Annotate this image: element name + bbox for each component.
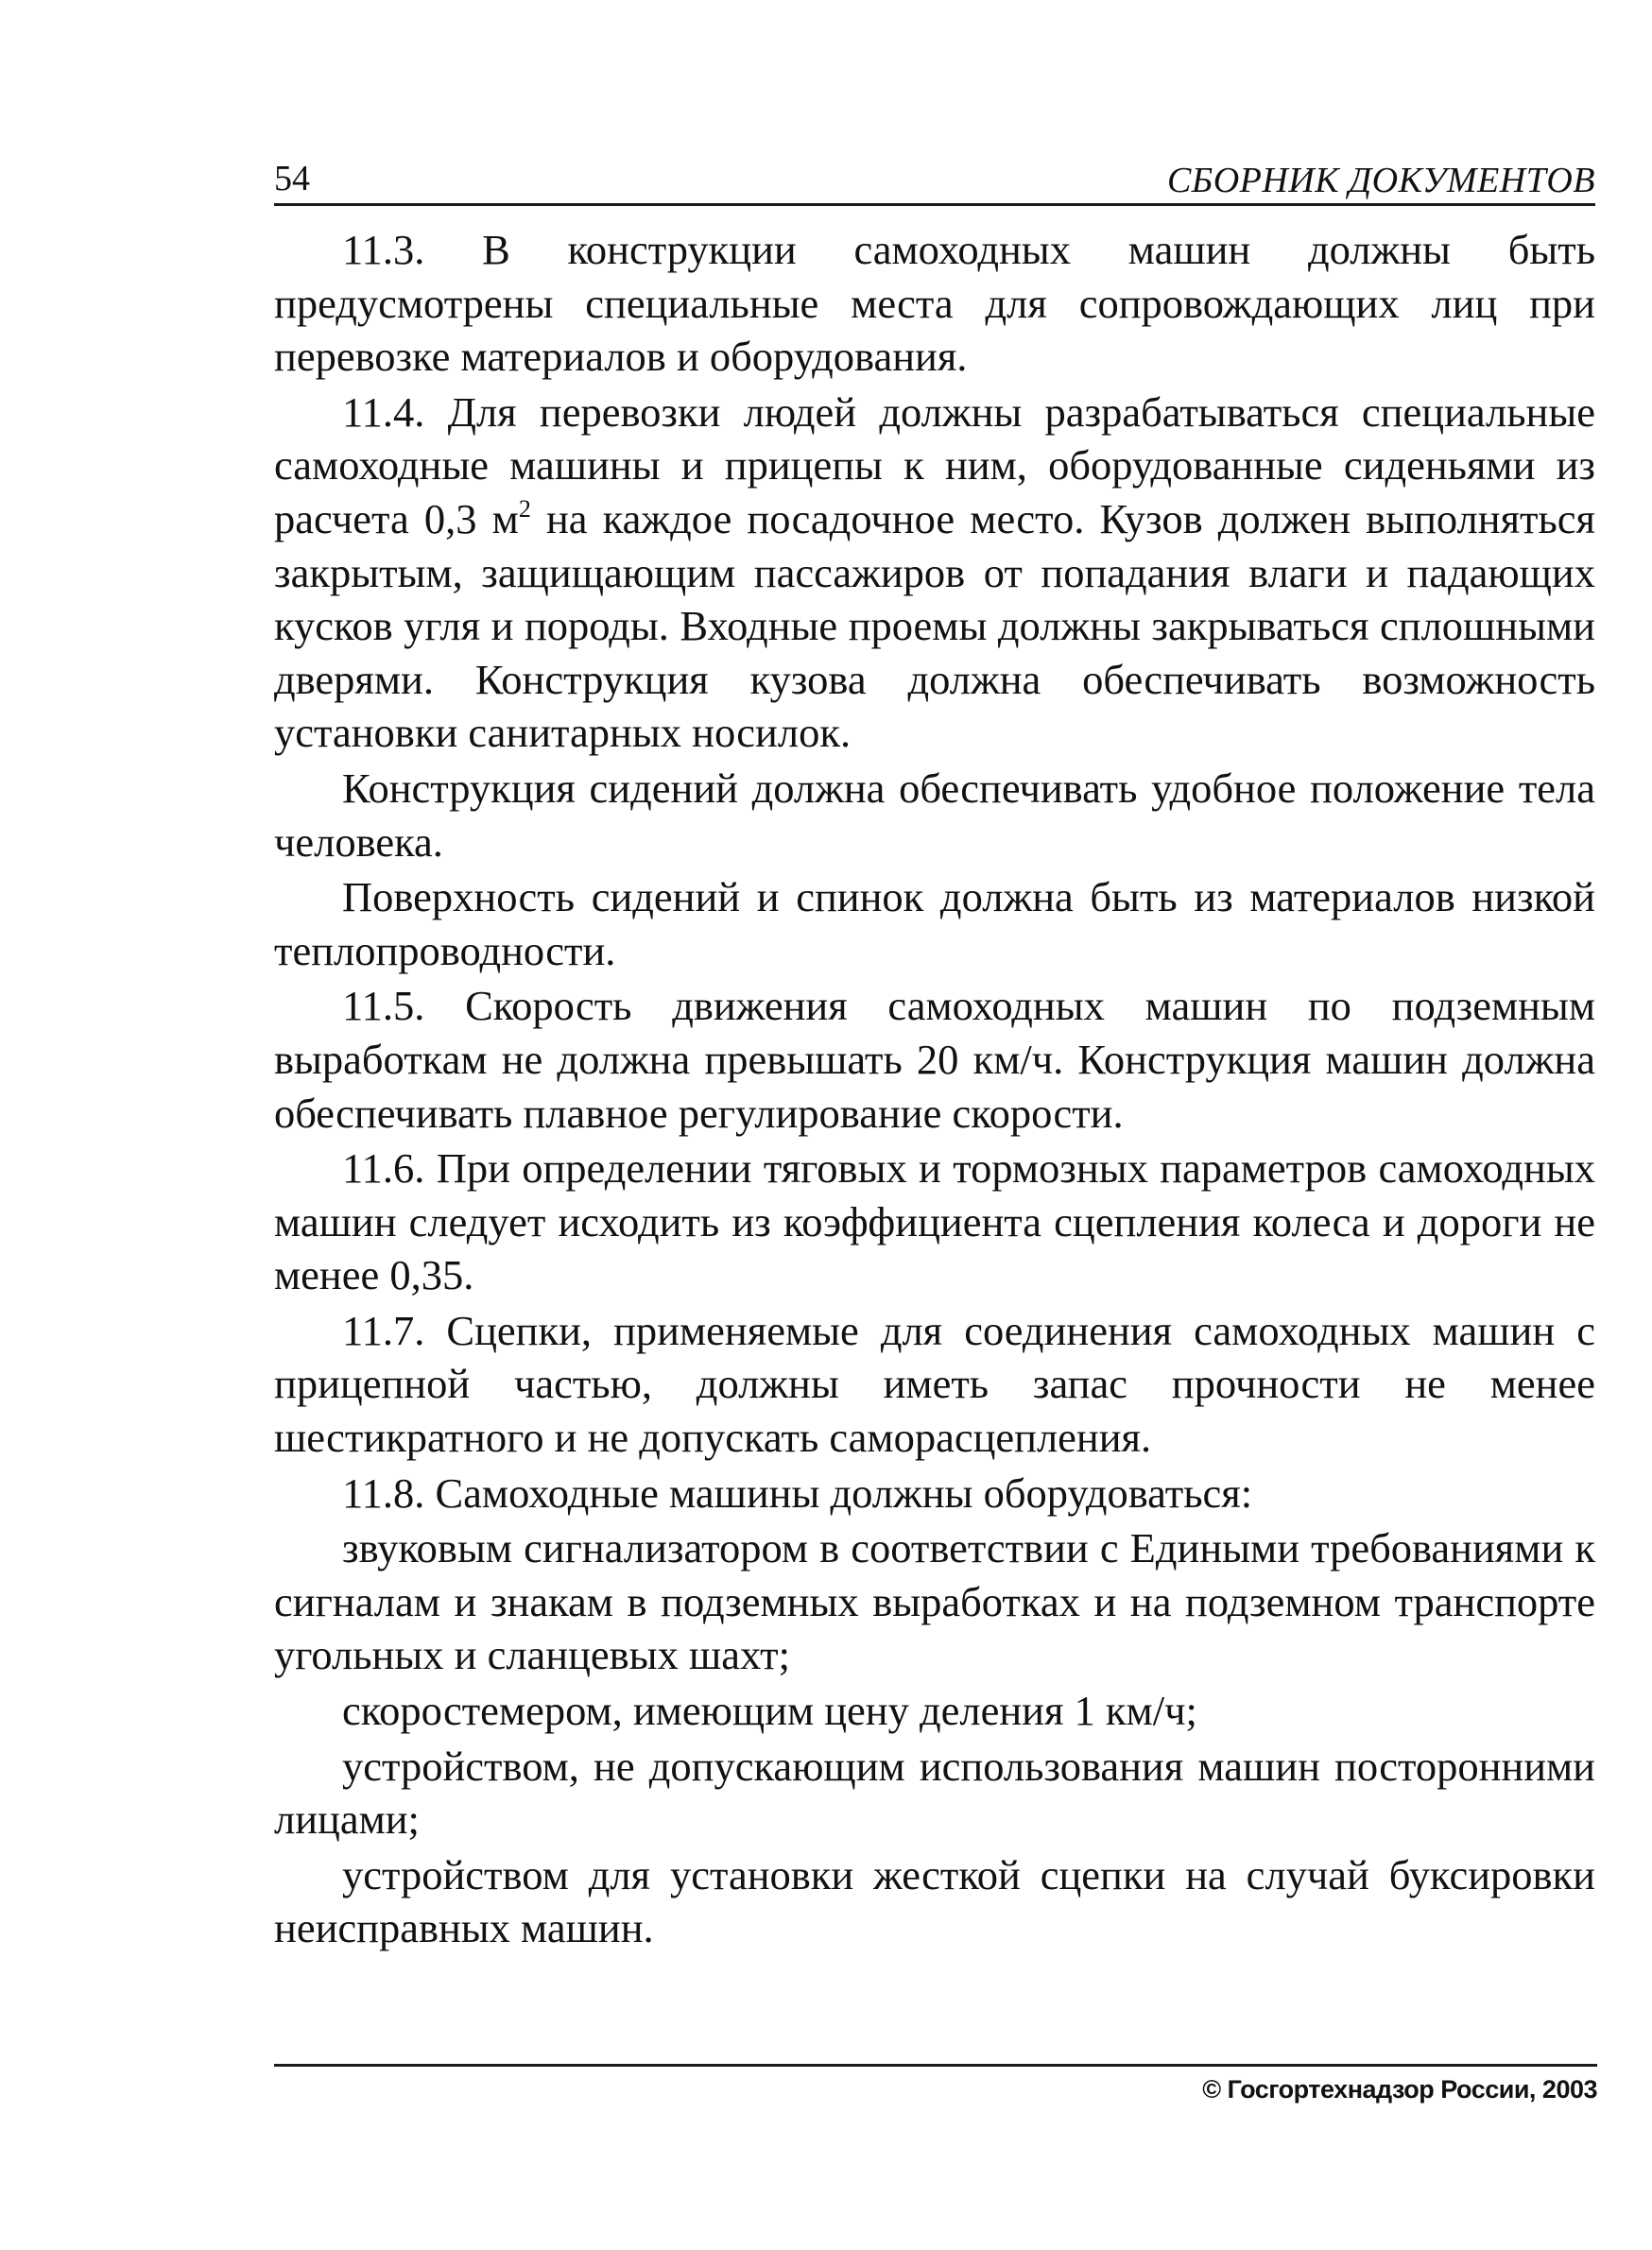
page-number: 54: [274, 159, 310, 198]
paragraph-11-8: 11.8. Самоходные машины должны оборудоваться:: [342, 1469, 1253, 1517]
list-item-anti-unauthorized: устройством, не допускающим использования машин посторонними лицами;: [274, 1742, 1595, 1844]
paragraph-11-5: 11.5. Скорость движения самоходных машин по подземным выработкам не должна превышать 20 км/ч. Конструкция машин должна обеспечивать плавное регулирование скорости.: [274, 982, 1595, 1137]
document-body: [274, 223, 1595, 1955]
footer-rule: [274, 2064, 1597, 2067]
paragraph-seat-surface: Поверхность сидений и спинок должна быть из материалов низкой теплопроводности.: [274, 873, 1595, 974]
list-item-sound-signal: звуковым сигнализатором в соответствии с Едиными требованиями к сигналам и знакам в подземных выработках и на подземном транспорте угольных и сланцевых шахт;: [274, 1524, 1595, 1679]
list-item-speedometer: скоростемером, имеющим цену деления 1 км/ч;: [342, 1687, 1197, 1735]
square-superscript: 2: [518, 494, 531, 523]
paragraph-11-4-part-2: на каждое посадочное место. Кузов должен выполняться закрытым, защищающим пассажиров от попадания влаги и падающих кусков угля и породы. Входные проемы должны закрываться сплошными дверями. Конструкция кузова должна обеспечивать возможность установки санитарных носилок.: [274, 494, 1595, 757]
copyright-notice: © Госгортехнадзор России, 2003: [1202, 2075, 1597, 2104]
list-item-rigid-coupling: устройством для установки жесткой сцепки на случай буксировки неисправных машин.: [274, 1850, 1595, 1952]
paragraph-11-6: 11.6. При определении тяговых и тормозных параметров самоходных машин следует исходить из коэффициента сцепления колеса и дороги не менее 0,35.: [274, 1144, 1595, 1299]
page-header: [274, 146, 1595, 206]
paragraph-seat-design: Конструкция сидений должна обеспечивать удобное положение тела человека.: [274, 764, 1595, 866]
paragraph-11-7: 11.7. Сцепки, применяемые для соединения самоходных машин с прицепной частью, должны иметь запас прочности не менее шестикратного и не допускать саморасцепления.: [274, 1306, 1595, 1462]
paragraph-11-4-part-1: 11.4. Для перевозки людей должны разрабатываться специальные самоходные машины и прицепы к ним, оборудованные сиденьями из расчета 0,3 м: [274, 387, 1595, 542]
running-title: СБОРНИК ДОКУМЕНТОВ: [1166, 161, 1595, 200]
paragraph-11-4: [274, 386, 1595, 760]
paragraph-11-3: 11.3. В конструкции самоходных машин должны быть предусмотрены специальные места для сопровождающих лиц при перевозке материалов и оборудования.: [274, 226, 1595, 381]
